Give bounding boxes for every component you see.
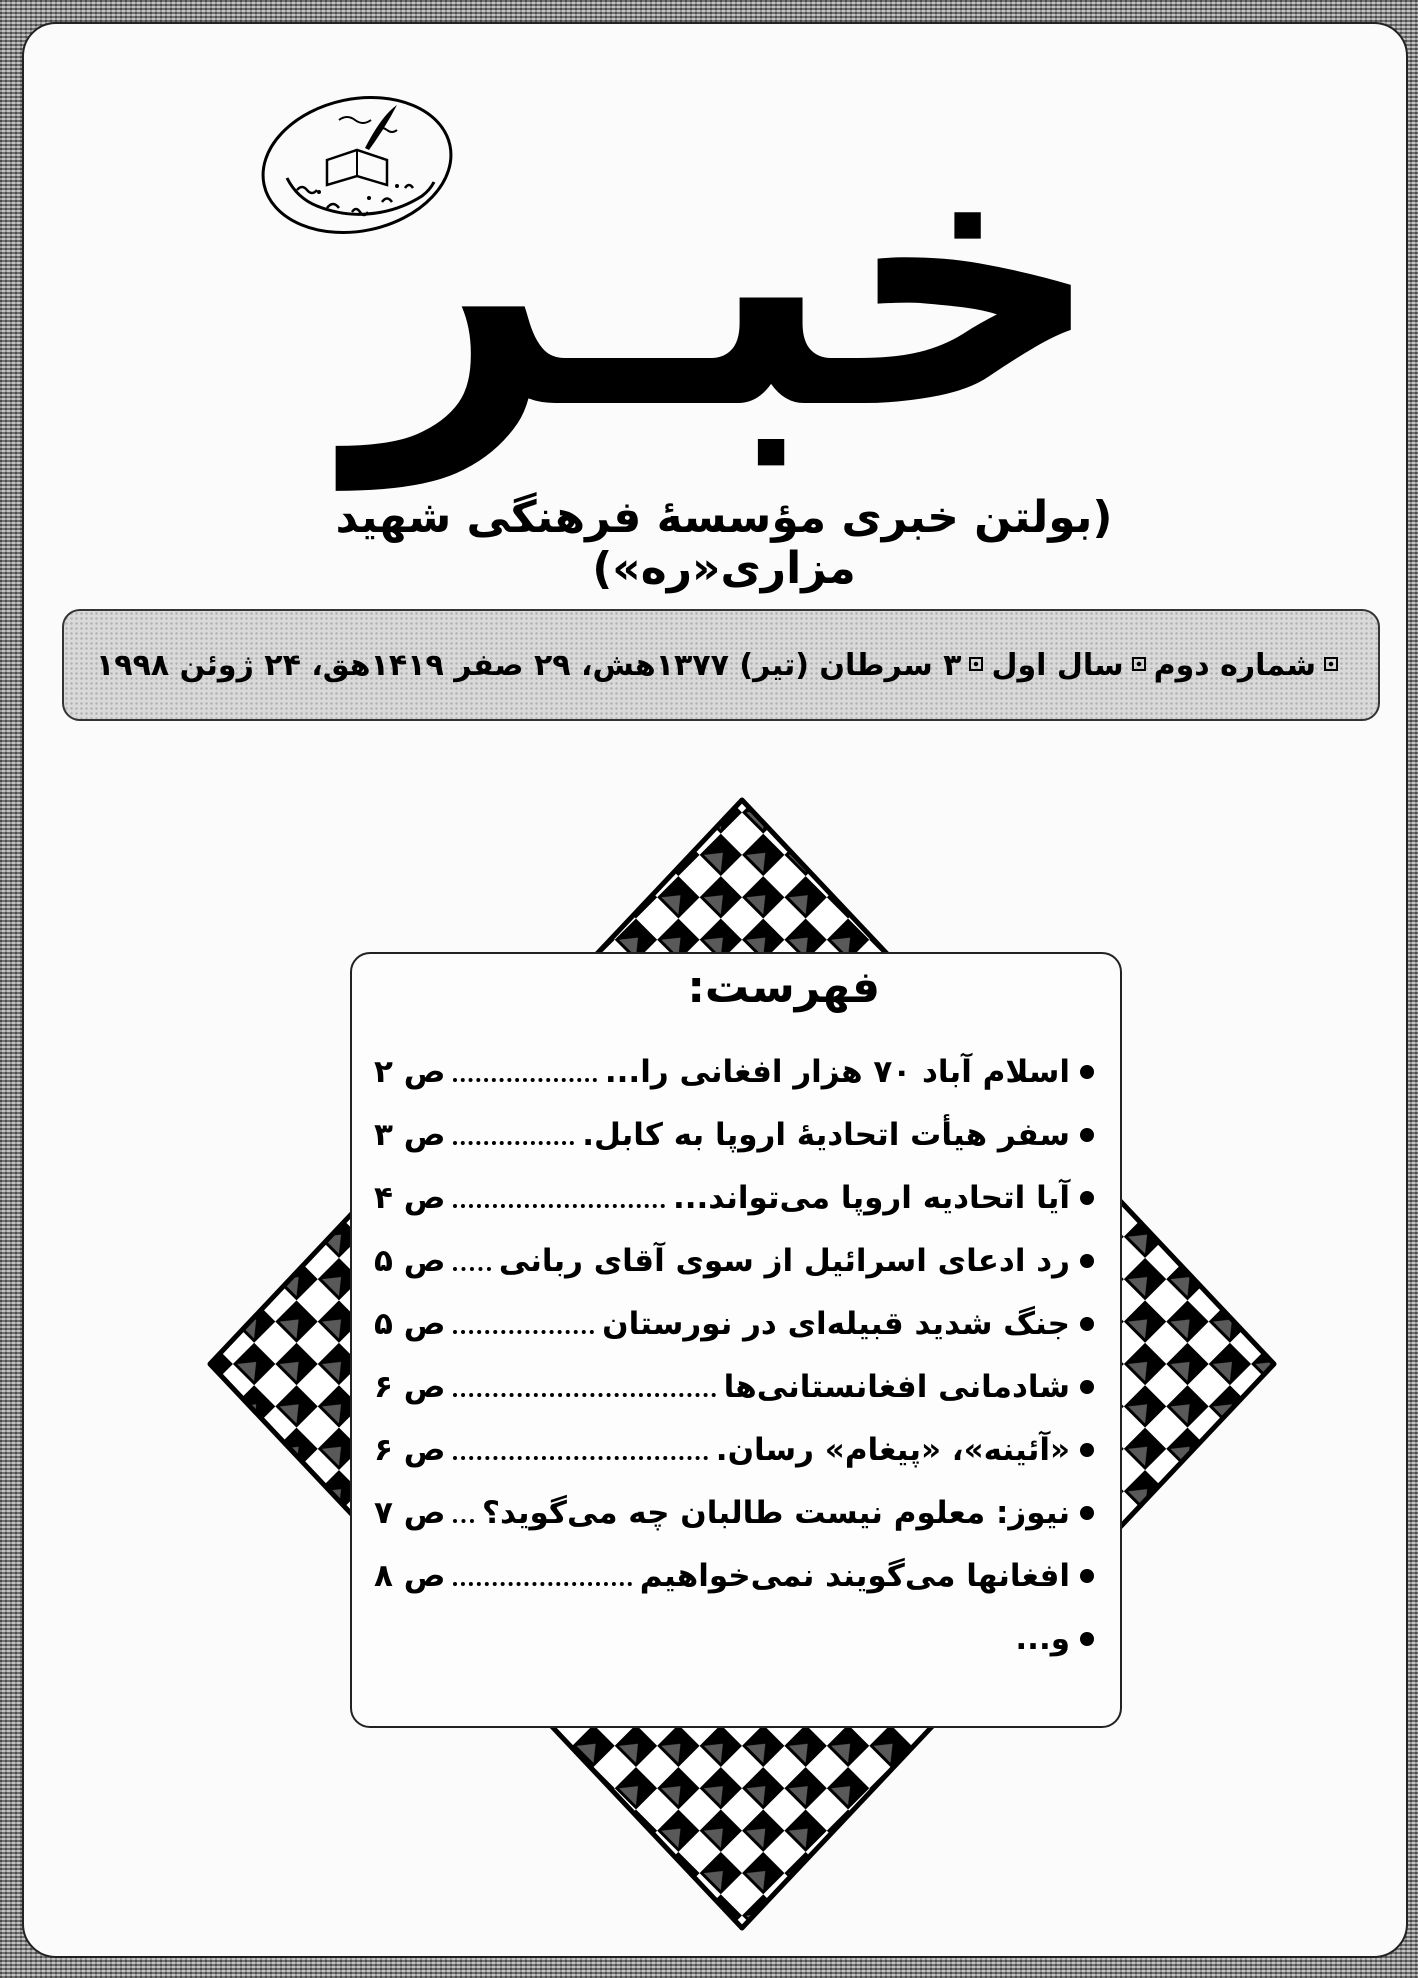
bullet-icon	[1080, 1443, 1094, 1457]
toc-leader-dots	[453, 1141, 574, 1145]
toc-title: فهرست:	[687, 962, 880, 1013]
toc-item-page: ص ۶	[374, 1431, 446, 1468]
toc-item-title: رد ادعای اسرائیل از سوی آقای ربانی	[498, 1242, 1070, 1279]
issue-year: سال اول	[991, 647, 1124, 683]
toc-leader-dots	[453, 1330, 594, 1334]
square-bullet-icon	[969, 657, 983, 671]
toc-leader-dots	[453, 1267, 490, 1271]
toc-item-title: آیا اتحادیه اروپا می‌تواند...	[672, 1179, 1070, 1216]
toc-item-title: سفر هیأت اتحادیهٔ اروپا به کابل.	[582, 1116, 1070, 1153]
toc-item-page: ص ۲	[374, 1053, 446, 1090]
issue-number: شماره دوم	[1153, 647, 1317, 683]
toc-item[interactable]	[374, 1040, 1094, 1103]
bullet-icon	[1080, 1317, 1094, 1331]
toc-list	[374, 1040, 1094, 1670]
bullet-icon	[1080, 1191, 1094, 1205]
toc-leader-dots	[453, 1393, 715, 1397]
toc-item	[374, 1607, 1094, 1670]
toc-item[interactable]	[374, 1481, 1094, 1544]
toc-item[interactable]	[374, 1166, 1094, 1229]
toc-item-page: ص ۶	[374, 1368, 446, 1405]
bullet-icon	[1080, 1506, 1094, 1520]
toc-item-title: «آئینه»، «پیغام» رسان.	[715, 1431, 1070, 1468]
toc-leader-dots	[453, 1582, 631, 1586]
toc-item-title: افغانها می‌گویند نمی‌خواهیم	[639, 1557, 1070, 1594]
toc-item-page: ص ۵	[374, 1242, 446, 1279]
bullet-icon	[1080, 1254, 1094, 1268]
toc-item-title: و...	[1015, 1620, 1070, 1657]
masthead-subtitle: (بولتن خبری مؤسسهٔ فرهنگی شهید مزاری«ره»)	[335, 492, 1113, 594]
bullet-icon	[1080, 1632, 1094, 1646]
toc-leader-dots	[453, 1204, 665, 1208]
toc-item[interactable]	[374, 1292, 1094, 1355]
bulletin-cover	[22, 22, 1408, 1958]
square-bullet-icon	[1324, 657, 1338, 671]
toc-item-page: ص ۴	[374, 1179, 446, 1216]
issue-date: ۳ سرطان (تیر) ۱۳۷۷هش، ۲۹ صفر ۱۴۱۹هق، ۲۴ ژوئن ۱۹۹۸	[95, 647, 962, 683]
toc-item-page: ص ۵	[374, 1305, 446, 1342]
toc-item[interactable]	[374, 1544, 1094, 1607]
bullet-icon	[1080, 1128, 1094, 1142]
toc-item-title: اسلام آباد ۷۰ هزار افغانی را...	[604, 1053, 1070, 1090]
issue-info-text	[96, 648, 1346, 683]
bullet-icon	[1080, 1380, 1094, 1394]
toc-item[interactable]	[374, 1103, 1094, 1166]
table-of-contents	[350, 952, 1122, 1728]
bullet-icon	[1080, 1569, 1094, 1583]
toc-item[interactable]	[374, 1355, 1094, 1418]
bullet-icon	[1080, 1065, 1094, 1079]
toc-item[interactable]	[374, 1229, 1094, 1292]
square-bullet-icon	[1132, 657, 1146, 671]
toc-item-page: ص ۳	[374, 1116, 446, 1153]
toc-item-page: ص ۷	[374, 1494, 446, 1531]
toc-item-title: شادمانی افغانستانی‌ها	[723, 1368, 1070, 1405]
toc-item-title: جنگ شدید قبیله‌ای در نورستان	[602, 1305, 1070, 1342]
issue-info-bar	[62, 609, 1380, 721]
toc-item-title: نیوز: معلوم نیست طالبان چه می‌گوید؟	[481, 1494, 1070, 1531]
masthead-title: خبـر	[350, 69, 1104, 488]
toc-item[interactable]	[374, 1418, 1094, 1481]
toc-leader-dots	[453, 1456, 707, 1460]
toc-leader-dots	[453, 1519, 474, 1523]
toc-leader-dots	[453, 1078, 596, 1082]
toc-item-page: ص ۸	[374, 1557, 446, 1594]
